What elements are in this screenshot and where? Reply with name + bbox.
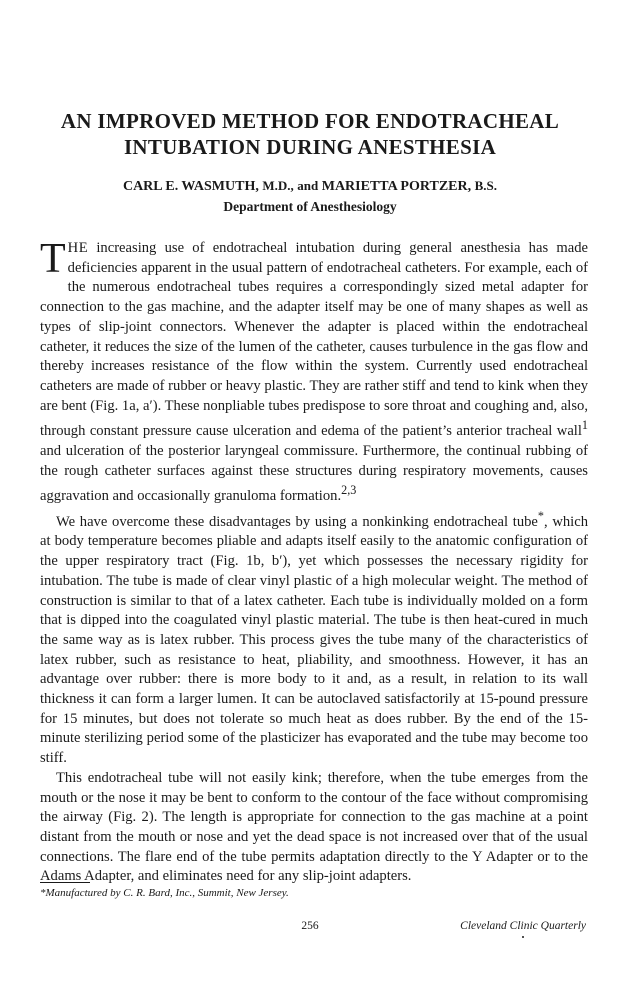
author-1-name: CARL E. WASMUTH, xyxy=(122,179,259,194)
paragraph-1-text: increasing use of endotracheal intubation during general anesthesia has made deficiencies apparent in the usual pattern of endotracheal catheters. For example, each of the numerous endotracheal tubes requires a correspondingly sized metal adapter for connection to the gas machine, and the adapter itself may be one of many shapes as well as types of slip-joint connectors. Whenever the adapter is placed within the endotracheal catheter, it reduces the size of the lumen of the catheter, causes turbulence in the gas flow and thereby increases resistance of the flow within the system. Currently used endotracheal catheters are made of rubber or heavy plastic. They are rather stiff and tend to kink when they are bent (Fig. 1a, a′). These nonpliable tubes predispose to sore throat and coughing and, also, through constant pressure cause ulceration and edema of the patient’s anterior tracheal wall xyxy=(40,240,588,440)
journal-name: Cleveland Clinic Quarterly xyxy=(460,920,586,932)
body-paragraph-1 xyxy=(40,236,588,507)
author-1-degree: M.D., xyxy=(262,178,294,193)
author-conjunction: and xyxy=(297,178,319,193)
article-title-line-1: AN IMPROVED METHOD FOR ENDOTRACHEAL xyxy=(60,109,560,133)
footnote-rule xyxy=(40,882,90,883)
article-title-line-2: INTUBATION DURING ANESTHESIA xyxy=(123,135,497,159)
body-paragraph-3: This endotracheal tube will not easily kink; therefore, when the tube emerges from the mouth or the nose it may be bent to conform to the contour of the face without compromising the airway (Fig. 2). The length is appropriate for connection to the gas machine at a point distant from the mouth or nose and yet the dead space is not increased over that of the usual connections. The flare end of the tube permits adaptation directly to the Y Adapter or to the Adams Adapter, and eliminates need for any slip-joint adapters. xyxy=(40,769,588,885)
reference-1: 1 xyxy=(581,418,588,433)
paragraph-2-text-continued: , which at body temperature becomes pliable and adapts itself easily to the anatomic configuration of the upper respiratory tract (Fig. 1b, b′), yet which possesses the necessary rigidity for intubation. The tube is made of clear vinyl plastic of a high molecular weight. The method of construction is similar to that of a latex catheter. Each tube is individually molded on a form that is dipped into the coagulated vinyl plastic material. The tube is then heat-cured in much the same way as is latex rubber. This process gives the tube many of the characteristics of latex rubber, such as resistance to heat, pliability, and smoothness. However, it has an advantage over rubber: there is more body to it and, as a result, in relation to its wall thickness it can form a larger lumen. It can be autoclaved satisfactorily at 15-pound pressure for 15 minutes, but does not tolerate so much heat as does rubber. By the end of the 15-minute sterilizing period some of the plasticizer has evaporated and the tube may become too stiff. xyxy=(40,513,588,767)
body-paragraph-2 xyxy=(40,507,588,769)
page-number: 256 xyxy=(301,920,319,932)
author-2-name: MARIETTA PORTZER, xyxy=(321,179,472,194)
article-body xyxy=(40,236,588,887)
department-line: Department of Anesthesiology xyxy=(223,199,397,214)
paragraph-1-text-continued: and ulceration of the posterior laryngeal commissure. Furthermore, the continual rubbing of the rough catheter surfaces against these structures during respiratory movements, causes aggravation and occasionally granuloma formation. xyxy=(40,442,588,505)
reference-2-3: 2,3 xyxy=(341,483,357,498)
first-word: HE xyxy=(67,240,89,256)
footnote: *Manufactured by C. R. Bard, Inc., Summit, New Jersey. xyxy=(40,887,289,899)
drop-cap: T xyxy=(40,236,66,282)
author-2-degree: B.S. xyxy=(474,178,498,193)
author-line xyxy=(30,178,590,195)
footnote-marker: * xyxy=(537,508,544,523)
paragraph-2-text: We have overcome these disadvantages by using a nonkinking endotracheal tube xyxy=(56,513,538,530)
decorative-dot xyxy=(522,936,524,938)
